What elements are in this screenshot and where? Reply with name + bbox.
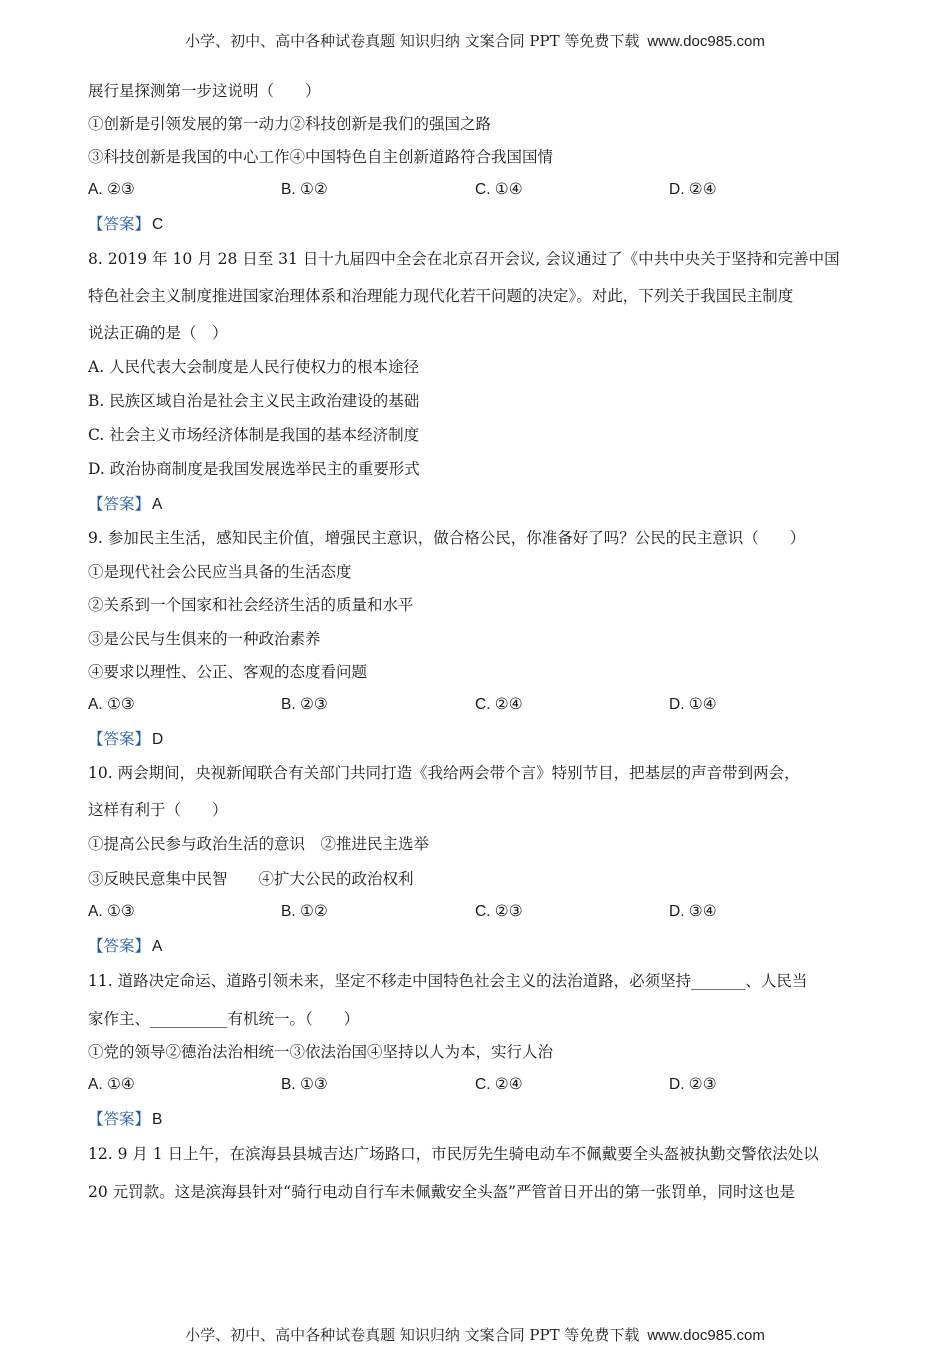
- answer-value: A: [152, 938, 163, 955]
- q12-stem-line: 20 元罚款。这是滨海县针对“骑行电动自行车未佩戴安全头盔”严管首日开出的第一张罚单，同时这也是: [88, 1183, 796, 1201]
- answer-value: D: [152, 731, 164, 748]
- q11-option-b: B. ①③: [281, 1076, 328, 1093]
- q9-option-c: C. ②④: [475, 696, 523, 713]
- q11-option-c: C. ②④: [475, 1076, 523, 1093]
- q10-option-c: C. ②③: [475, 903, 523, 920]
- page-header: [0, 30, 950, 51]
- q10-item: ③反映民意集中民智 ④扩大公民的政治权利: [88, 870, 414, 888]
- header-text: 小学、初中、高中各种试卷真题 知识归纳 文案合同 PPT 等免费下载: [185, 32, 640, 50]
- answer-value: C: [152, 216, 164, 233]
- q7-option-c: C. ①④: [475, 181, 523, 198]
- q8-option-c: C. 社会主义市场经济体制是我国的基本经济制度: [88, 426, 420, 444]
- q9-answer: [88, 729, 163, 750]
- answer-value: B: [152, 1111, 163, 1128]
- answer-label: 【答案】: [88, 730, 151, 748]
- q11-item: ①党的领导②德治法治相统一③依法治国④坚持以人为本，实行人治: [88, 1043, 554, 1061]
- q10-item: ①提高公民参与政治生活的意识 ②推进民主选举: [88, 835, 430, 853]
- q8-option-b: B. 民族区域自治是社会主义民主政治建设的基础: [88, 392, 420, 410]
- q9-option-a: A. ①③: [88, 696, 135, 713]
- q9-stem: 9. 参加民主生活，感知民主价值，增强民主意识，做合格公民，你准备好了吗？公民的民主意识（ ）: [88, 529, 806, 547]
- footer-text: 小学、初中、高中各种试卷真题 知识归纳 文案合同 PPT 等免费下载: [185, 1326, 640, 1344]
- q9-item: ②关系到一个国家和社会经济生活的质量和水平: [88, 596, 414, 614]
- footer-url-link[interactable]: www.doc985.com: [647, 1327, 765, 1344]
- q12-stem-line: 12. 9 月 1 日上午，在滨海县县城吉达广场路口，市民厉先生骑电动车不佩戴要全头盔被执勤交警依法处以: [88, 1145, 819, 1163]
- answer-label: 【答案】: [88, 495, 151, 513]
- q8-answer: [88, 494, 162, 515]
- answer-label: 【答案】: [88, 1110, 151, 1128]
- q9-option-b: B. ②③: [281, 696, 328, 713]
- q8-stem-line: 8. 2019 年 10 月 28 日至 31 日十九届四中全会在北京召开会议, 会议通过了《中共中央关于坚持和完善中国: [88, 250, 840, 268]
- q9-item: ①是现代社会公民应当具备的生活态度: [88, 563, 352, 581]
- q11-option-d: D. ②③: [669, 1076, 717, 1093]
- q7-option-d: D. ②④: [669, 181, 717, 198]
- q10-option-d: D. ③④: [669, 903, 717, 920]
- q8-option-a: A. 人民代表大会制度是人民行使权力的根本途径: [88, 358, 420, 376]
- q7-stem-tail: 展行星探测第一步这说明（ ）: [88, 82, 321, 100]
- q11-stem-line: 11. 道路决定命运、道路引领未来，坚定不移走中国特色社会主义的法治道路，必须坚持_______、人民当: [88, 972, 808, 990]
- q11-option-a: A. ①④: [88, 1076, 135, 1093]
- q10-answer: [88, 936, 162, 957]
- q10-stem-line: 10. 两会期间，央视新闻联合有关部门共同打造《我给两会带个言》特别节目，把基层的声音带到两会，: [88, 764, 800, 782]
- q11-stem-line: 家作主、__________有机统一。（ ）: [88, 1010, 360, 1028]
- q11-answer: [88, 1109, 162, 1130]
- q10-option-a: A. ①③: [88, 903, 135, 920]
- page-footer: [0, 1324, 950, 1345]
- q8-stem-line: 说法正确的是（ ）: [88, 324, 228, 342]
- header-url-link[interactable]: www.doc985.com: [647, 33, 765, 50]
- q7-item: ①创新是引领发展的第一动力②科技创新是我们的强国之路: [88, 115, 492, 133]
- q7-option-b: B. ①②: [281, 181, 328, 198]
- q7-answer: [88, 214, 163, 235]
- q9-option-d: D. ①④: [669, 696, 717, 713]
- q7-option-a: A. ②③: [88, 181, 135, 198]
- q9-item: ④要求以理性、公正、客观的态度看问题: [88, 663, 368, 681]
- q10-stem-line: 这样有利于（ ）: [88, 801, 228, 819]
- q8-stem-line: 特色社会主义制度推进国家治理体系和治理能力现代化若干问题的决定》。对此，下列关于我国民主制度: [88, 287, 794, 305]
- answer-value: A: [152, 496, 163, 513]
- q8-option-d: D. 政治协商制度是我国发展选举民主的重要形式: [88, 460, 420, 478]
- q10-option-b: B. ①②: [281, 903, 328, 920]
- q7-item: ③科技创新是我国的中心工作④中国特色自主创新道路符合我国国情: [88, 148, 554, 166]
- answer-label: 【答案】: [88, 215, 151, 233]
- answer-label: 【答案】: [88, 937, 151, 955]
- q9-item: ③是公民与生俱来的一种政治素养: [88, 630, 321, 648]
